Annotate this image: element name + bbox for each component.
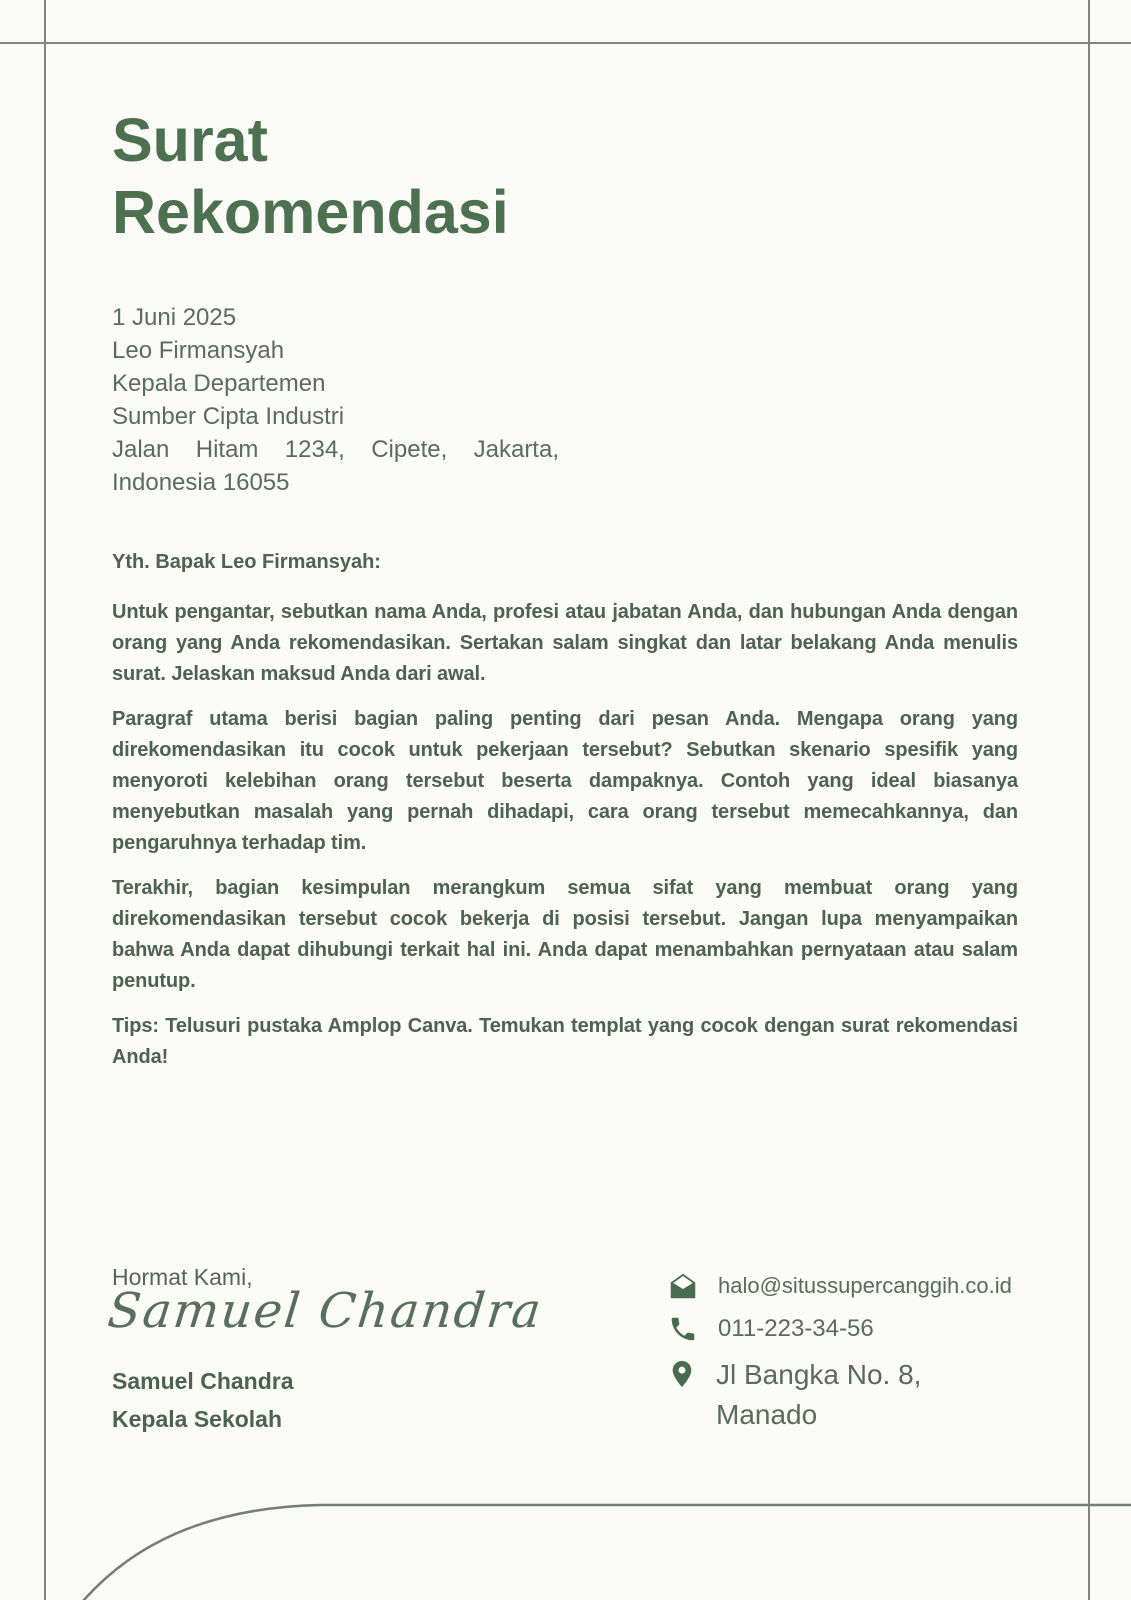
- letter-body: [112, 597, 1018, 1087]
- paragraph-intro: Untuk pengantar, sebutkan nama Anda, profesi atau jabatan Anda, dan hubungan Anda dengan orang yang Anda rekomendasikan. Sertakan salam singkat dan latar belakang Anda menulis surat. Jelaskan maksud Anda dari awal.: [112, 601, 1018, 685]
- recipient-block: [112, 301, 559, 499]
- frame-top-line: [0, 42, 1131, 44]
- frame-right-line: [1088, 0, 1090, 1600]
- recipient-position: Kepala Departemen: [112, 370, 326, 397]
- paragraph-tips: Tips: Telusuri pustaka Amplop Canva. Temukan templat yang cocok dengan surat rekomendasi Anda!: [112, 1015, 1018, 1068]
- recipient-name: Leo Firmansyah: [112, 337, 285, 364]
- contact-email-row: [668, 1272, 1012, 1300]
- page-title-line2: Rekomendasi: [112, 178, 509, 246]
- handwritten-signature: Samuel Chandra: [105, 1283, 546, 1339]
- contact-address-text: [716, 1355, 921, 1435]
- signer-name: Samuel Chandra: [112, 1368, 294, 1394]
- signer-title: Kepala Sekolah: [112, 1406, 283, 1432]
- phone-icon: [668, 1314, 698, 1344]
- paragraph-main: Paragraf utama berisi bagian paling penting dari pesan Anda. Mengapa orang yang direkomendasikan itu cocok untuk pekerjaan tersebut? Sebutkan skenario spesifik yang menyoroti kelebihan orang tersebut beserta dampaknya. Contoh yang ideal biasanya menyebutkan masalah yang pernah dihadapi, cara orang tersebut memecahkannya, dan pengaruhnya terhadap tim.: [112, 708, 1018, 854]
- contact-phone-row: [668, 1314, 874, 1344]
- frame-left-line: [44, 0, 46, 1600]
- recipient-company: Sumber Cipta Industri: [112, 403, 345, 430]
- contact-address-row: [668, 1355, 921, 1435]
- paragraph-conclusion: Terakhir, bagian kesimpulan merangkum semua sifat yang membuat orang yang direkomendasikan tersebut cocok bekerja di posisi tersebut. Jangan lupa menyampaikan bahwa Anda dapat dihubungi terkait hal ini. Anda dapat menambahkan pernyataan atau salam penutup.: [112, 877, 1018, 992]
- page-title-line1: Surat: [112, 106, 268, 174]
- valediction: Hormat Kami,: [112, 1264, 253, 1290]
- contact-phone-text: 011-223-34-56: [718, 1315, 874, 1342]
- contact-email-text: halo@situssupercanggih.co.id: [718, 1273, 1012, 1298]
- recipient-address: Jalan Hitam 1234, Cipete, Jakarta, Indonesia 16055: [112, 436, 559, 496]
- letter-date: 1 Juni 2025: [112, 304, 237, 331]
- envelope-icon: [668, 1272, 698, 1300]
- page-title: [112, 104, 509, 248]
- contact-address-line1: Jl Bangka No. 8,: [716, 1359, 922, 1390]
- contact-address-line2: Manado: [716, 1399, 818, 1430]
- location-pin-icon: [668, 1359, 696, 1393]
- salutation: Yth. Bapak Leo Firmansyah:: [112, 551, 381, 573]
